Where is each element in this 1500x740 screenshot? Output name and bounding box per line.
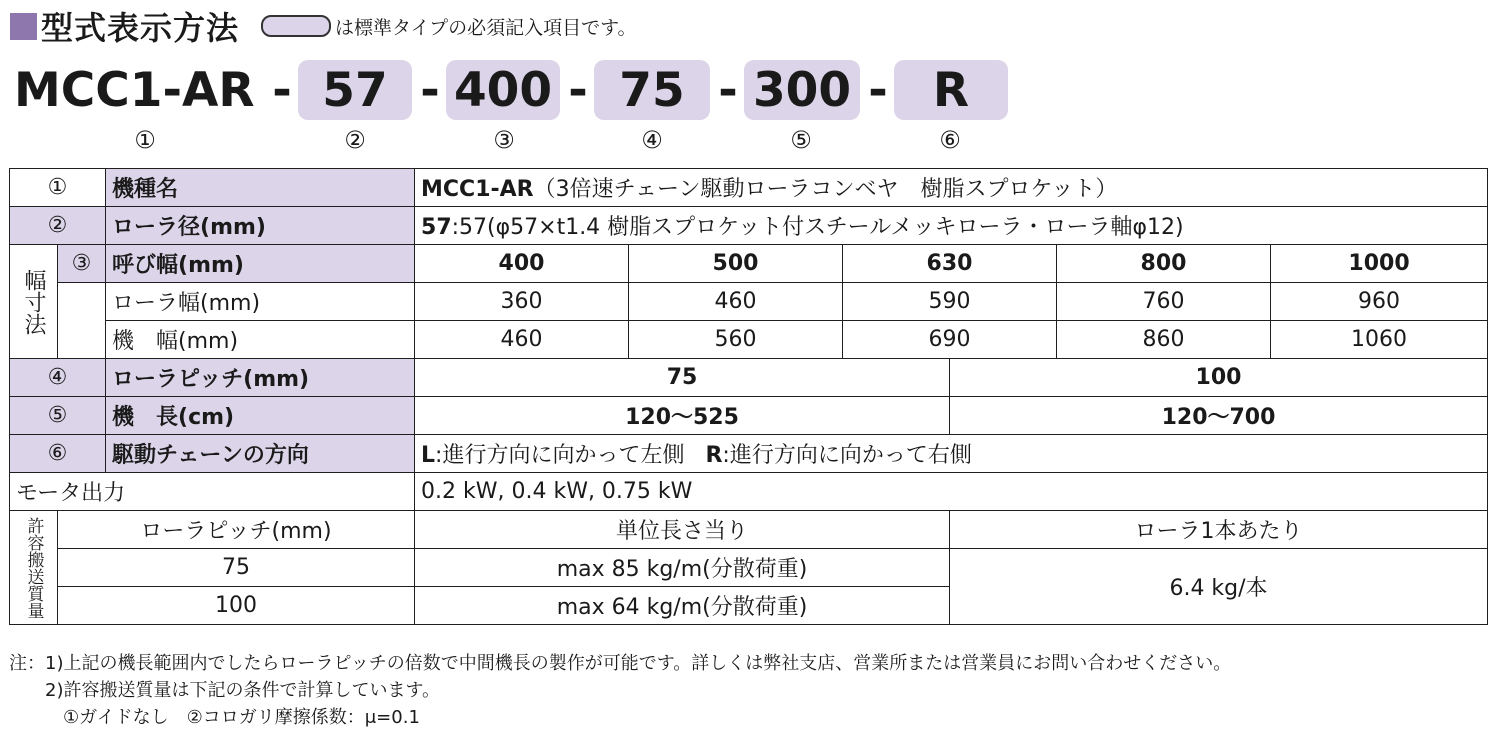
- blank-cell: [58, 283, 106, 359]
- width-group-label: 幅寸法: [10, 245, 58, 359]
- row-number: ③: [58, 245, 106, 283]
- table-row: [10, 207, 1488, 245]
- load-group-label: 許容搬送質量: [10, 511, 58, 625]
- row-label: 機 長(cm): [106, 397, 415, 435]
- cell: 690: [843, 321, 1057, 359]
- cell: 400: [415, 245, 629, 283]
- cell: 100: [950, 359, 1488, 397]
- table-row: [10, 359, 1488, 397]
- cell: 630: [843, 245, 1057, 283]
- model-dash: -: [868, 63, 888, 118]
- value-bold: R: [705, 443, 723, 468]
- table-row: [10, 549, 1488, 587]
- table-row: [10, 511, 1488, 549]
- cell: 6.4 kg/本: [950, 549, 1488, 625]
- row-value: [415, 169, 1488, 207]
- value-text: :進行方向に向かって右側: [722, 443, 972, 468]
- model-roller-diameter: 57: [298, 60, 412, 120]
- legend-text: は標準タイプの必須記入項目です。: [335, 16, 637, 39]
- cell: ローラ1本あたり: [950, 511, 1488, 549]
- index-6: ⑥: [939, 126, 961, 154]
- cell: 560: [629, 321, 843, 359]
- row-number: ①: [10, 169, 106, 207]
- cell: 100: [58, 587, 415, 625]
- model-nominal-width: 400: [446, 60, 560, 120]
- row-label: ローラピッチ(mm): [106, 359, 415, 397]
- model-dash: -: [568, 63, 588, 118]
- row-label: 駆動チェーンの方向: [106, 435, 415, 473]
- row-label: 機 幅(mm): [106, 321, 415, 359]
- cell: 120～700: [950, 397, 1488, 435]
- row-value: 0.2 kW, 0.4 kW, 0.75 kW: [415, 473, 1488, 511]
- cell: 単位長さ当り: [415, 511, 950, 549]
- value-text: :進行方向に向かって左側: [435, 443, 685, 468]
- row-label: ローラ幅(mm): [106, 283, 415, 321]
- cell: 1000: [1271, 245, 1488, 283]
- table-row: [10, 283, 1488, 321]
- table-row: [10, 321, 1488, 359]
- model-roller-pitch: 75: [594, 60, 710, 120]
- cell: 860: [1057, 321, 1271, 359]
- cell: 590: [843, 283, 1057, 321]
- value-bold: L: [421, 443, 436, 468]
- row-label: ローラ径(mm): [106, 207, 415, 245]
- index-4: ④: [641, 126, 663, 154]
- row-number: ②: [10, 207, 106, 245]
- value-text: :57(φ57×t1.4 樹脂スプロケット付スチールメッキローラ・ローラ軸φ12): [451, 215, 1184, 240]
- cell: 360: [415, 283, 629, 321]
- cell: ローラピッチ(mm): [58, 511, 415, 549]
- model-dash: -: [420, 63, 440, 118]
- index-2: ②: [344, 126, 366, 154]
- cell: 75: [415, 359, 950, 397]
- value-bold: 57: [421, 215, 452, 240]
- model-machine-length: 300: [744, 60, 860, 120]
- table-row: [10, 435, 1488, 473]
- index-3: ③: [493, 126, 515, 154]
- index-5: ⑤: [790, 126, 812, 154]
- note-line: 注：1)上記の機長範囲内でしたらローラピッチの倍数で中間機長の製作が可能です。詳しくは弊社支店、営業所または営業員にお問い合わせください。: [9, 653, 1232, 674]
- page-title: 型式表示方法: [41, 9, 240, 47]
- row-label: 呼び幅(mm): [106, 245, 415, 283]
- cell: max 64 kg/m(分散荷重): [415, 587, 950, 625]
- header-square-icon: [10, 13, 37, 40]
- cell: max 85 kg/m(分散荷重): [415, 549, 950, 587]
- table-row: [10, 473, 1488, 511]
- row-number: ⑥: [10, 435, 106, 473]
- model-chain-direction: R: [894, 60, 1008, 120]
- model-base: MCC1-AR: [14, 63, 255, 118]
- cell: 460: [629, 283, 843, 321]
- table-row: [10, 169, 1488, 207]
- row-label: モータ出力: [10, 473, 415, 511]
- section-header: [10, 6, 637, 46]
- cell: 120～525: [415, 397, 950, 435]
- value-bold: MCC1-AR: [421, 177, 534, 202]
- cell: 500: [629, 245, 843, 283]
- row-value: [415, 435, 1488, 473]
- cell: 1060: [1271, 321, 1488, 359]
- cell: 75: [58, 549, 415, 587]
- value-text: （3倍速チェーン駆動ローラコンベヤ 樹脂スプロケット）: [533, 177, 1118, 202]
- cell: 960: [1271, 283, 1488, 321]
- row-label: 機種名: [106, 169, 415, 207]
- cell: 800: [1057, 245, 1271, 283]
- notes: [9, 650, 1231, 731]
- row-number: ④: [10, 359, 106, 397]
- cell: 760: [1057, 283, 1271, 321]
- note-line: ①ガイドなし ②コロガリ摩擦係数：μ=0.1: [9, 707, 420, 728]
- row-number: ⑤: [10, 397, 106, 435]
- spec-table: [9, 168, 1488, 625]
- note-line: 2)許容搬送質量は下記の条件で計算しています。: [9, 680, 441, 701]
- row-value: [415, 207, 1488, 245]
- legend-swatch: [261, 15, 331, 37]
- table-row: [10, 245, 1488, 283]
- table-row: [10, 397, 1488, 435]
- model-dash: -: [718, 63, 738, 118]
- cell: 460: [415, 321, 629, 359]
- index-1: ①: [134, 126, 156, 154]
- model-dash: -: [272, 63, 292, 118]
